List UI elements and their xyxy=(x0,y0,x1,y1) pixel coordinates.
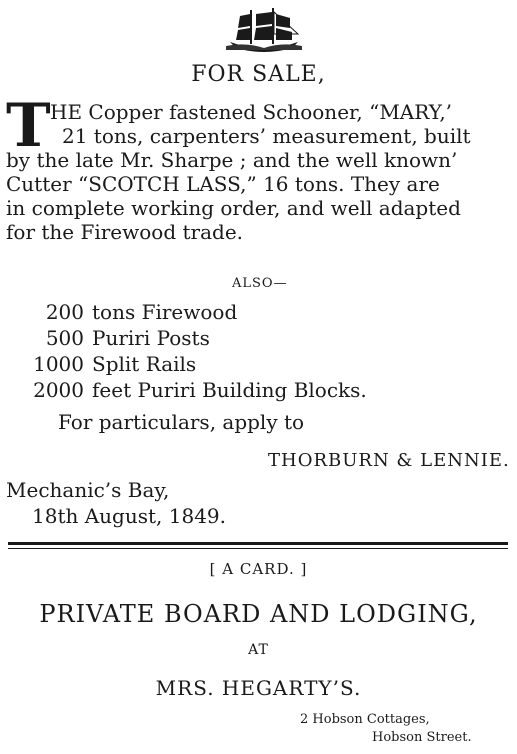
body-line-4: Cutter “SCOTCH LASS,” 16 tons. They are xyxy=(6,172,440,196)
address-line-2: Hobson Street. xyxy=(372,730,472,745)
item-description: Split Rails xyxy=(92,352,197,376)
item-description: Puriri Posts xyxy=(92,326,210,350)
ship-icon xyxy=(226,6,302,54)
item-description: feet Puriri Building Blocks. xyxy=(92,378,367,402)
drop-cap: T xyxy=(6,91,51,161)
body-line-5: in complete working order, and well adapted xyxy=(6,196,461,220)
also-label: ALSO— xyxy=(232,276,288,291)
list-item xyxy=(28,300,237,324)
body-line-3: by the late Mr. Sharpe ; and the well known’ xyxy=(6,148,458,172)
for-sale-heading: FOR SALE, xyxy=(191,62,326,87)
item-quantity: 200 xyxy=(45,300,84,324)
item-quantity: 1000 xyxy=(33,352,84,376)
particulars-line: For particulars, apply to xyxy=(58,410,305,434)
card-at: AT xyxy=(248,642,269,658)
item-description: tons Firewood xyxy=(92,300,238,324)
item-quantity: 2000 xyxy=(33,378,84,402)
list-item xyxy=(28,352,196,376)
address-line-1: 2 Hobson Cottages, xyxy=(300,712,430,727)
firm-name: THORBURN & LENNIE. xyxy=(268,450,510,471)
place-line: Mechanic’s Bay, xyxy=(6,478,170,502)
list-item xyxy=(28,326,210,350)
date-line: 18th August, 1849. xyxy=(32,504,227,528)
divider-thin xyxy=(8,548,508,549)
card-name: MRS. HEGARTY’S. xyxy=(155,676,362,700)
divider-thick xyxy=(8,542,508,545)
body-line-6: for the Firewood trade. xyxy=(6,220,244,244)
card-label: [ A CARD. ] xyxy=(209,560,308,578)
card-title: PRIVATE BOARD AND LODGING, xyxy=(39,600,478,628)
body-line-2: 21 tons, carpenters’ measurement, built xyxy=(62,124,471,148)
list-item xyxy=(28,378,367,402)
body-line-1: HE Copper fastened Schooner, “MARY,’ xyxy=(50,100,453,124)
item-quantity: 500 xyxy=(45,326,84,350)
